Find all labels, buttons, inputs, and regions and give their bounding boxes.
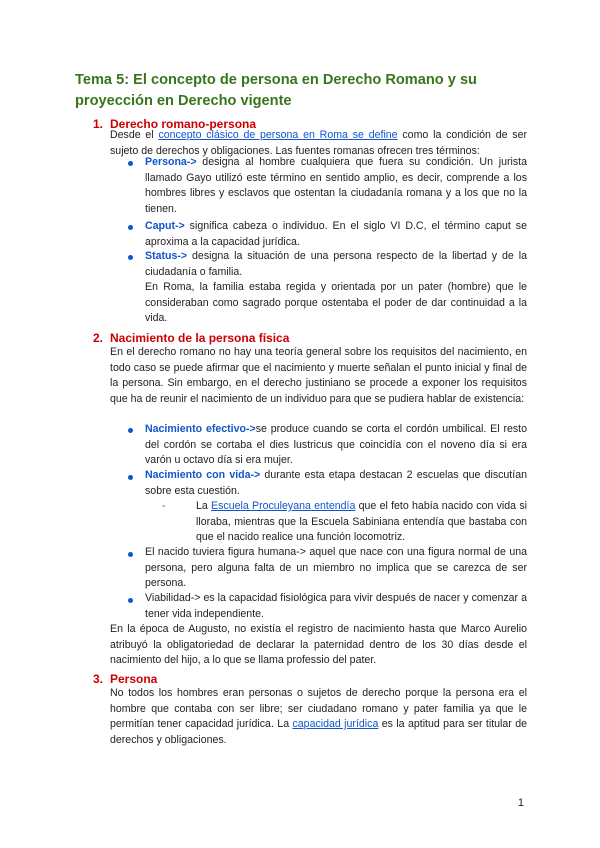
- section-number: 3.: [93, 672, 104, 686]
- bullet-icon: [128, 161, 133, 166]
- list-item-nacimiento-con-vida: [145, 468, 527, 499]
- list-item-status: [145, 249, 527, 280]
- section-heading-3: [93, 671, 157, 687]
- item-text: designa la situación de una persona respecto de la libertad y de la ciudadanía o familia.: [145, 250, 527, 278]
- intro-text: Desde el: [110, 129, 159, 141]
- bullet-icon: [128, 475, 133, 480]
- concept-link[interactable]: concepto clásico de persona en Roma se define: [158, 129, 398, 141]
- section-title: Derecho romano-persona: [110, 117, 257, 131]
- intro-text: No todos los hombres eran personas o sujetos de derecho porque la persona era el hombre que contaba con ser libre; ser ciudadano romano y pater familia ya que le permitían tener capacidad jurídica. La: [110, 687, 527, 730]
- term-label: Caput->: [145, 220, 185, 232]
- status-continuation: En Roma, la familia estaba regida y orientada por un pater (hombre) que le consideraban como sagrado porque ostentaba el poder de dar continuidad a la vida.: [145, 281, 527, 324]
- bullet-icon: [128, 428, 133, 433]
- list-item-nacimiento-efectivo: [145, 422, 527, 469]
- section-intro: En el derecho romano no hay una teoría general sobre los requisitos del nacimiento, en todo caso se puede afirmar que el nacimiento y muerte señalan el punto inicial y final de la persona. Sin embargo, en el derecho justiniano se procede a exponer los requisitos que ha de reunir el nacimiento de un individuo para que se pudiera hablar de existencia:: [110, 346, 527, 405]
- list-item-figura-humana: El nacido tuviera figura humana-> aquel que nace con una figura normal de una persona, pero alguna falta de un miembro no implica que se carezca de ser persona.: [145, 546, 527, 589]
- section-number: 2.: [93, 331, 104, 345]
- bullet-icon: [128, 225, 133, 230]
- term-label: Status->: [145, 250, 188, 262]
- intro-text: como la condición de ser sujeto de derechos y obligaciones. Las fuentes romanas ofrecen tres términos:: [110, 129, 527, 157]
- bullet-icon: [128, 552, 133, 557]
- term-label: Nacimiento con vida->: [145, 469, 261, 481]
- sub-text: que el feto había nacido con vida si lloraba, mientras que la Escuela Sabiniana entendía que bastaba con que el nacido realice una función locomotriz.: [196, 500, 527, 543]
- section-number: 1.: [93, 117, 104, 131]
- item-text: se produce cuando se corta el cordón umbilical. El resto del cordón se cortaba el dies lustricus que coincidía con el noveno día si era varón u octavo día si era mujer.: [145, 423, 527, 466]
- escuela-link[interactable]: Escuela Proculeyana entendía: [211, 500, 356, 512]
- term-label: Nacimiento efectivo->: [145, 423, 256, 435]
- section-intro: [110, 686, 527, 748]
- term-label: Persona->: [145, 156, 197, 168]
- section-title: Nacimiento de la persona física: [110, 331, 290, 345]
- list-item-caput: [145, 219, 527, 250]
- item-text: designa al hombre cualquiera que fuera su condición. Un jurista llamado Gayo utilizó este término en sentido amplio, es decir, comprende a los hombres libres y esclavos que ostentan la ciudadanía romana y a los que no la tienen.: [145, 156, 527, 215]
- bullet-icon: [128, 598, 133, 603]
- section-heading-2: [93, 330, 289, 346]
- bullet-icon: [128, 255, 133, 260]
- intro-text: es la aptitud para ser titular de derechos y obligaciones.: [110, 718, 527, 746]
- sub-item-escuelas: [196, 499, 527, 546]
- item-text: durante esta etapa destacan 2 escuelas que discutían sobre esta cuestión.: [145, 469, 527, 497]
- list-item-viabilidad: Viabilidad-> es la capacidad fisiológica para vivir después de nacer y comenzar a tener vida independiente.: [145, 592, 527, 620]
- item-text: significa cabeza o individuo. En el siglo VI D.C, el término caput se aproxima a la capacidad jurídica.: [145, 220, 527, 248]
- section-outro: En la época de Augusto, no existía el registro de nacimiento hasta que Marco Aurelio atribuyó la obligatoriedad de declarar la paternidad dentro de los 30 días desde el nacimiento del hijo, a lo que se llama professio del pater.: [110, 623, 527, 666]
- dash-marker: -: [162, 500, 166, 512]
- section-title: Persona: [110, 672, 158, 686]
- list-item-persona: [145, 155, 527, 217]
- capacidad-juridica-link[interactable]: capacidad jurídica: [292, 718, 379, 730]
- sub-text: La: [196, 500, 212, 512]
- page-number: 1: [517, 797, 524, 809]
- page-title: Tema 5: El concepto de persona en Derecho Romano y su proyección en Derecho vigente: [75, 72, 477, 109]
